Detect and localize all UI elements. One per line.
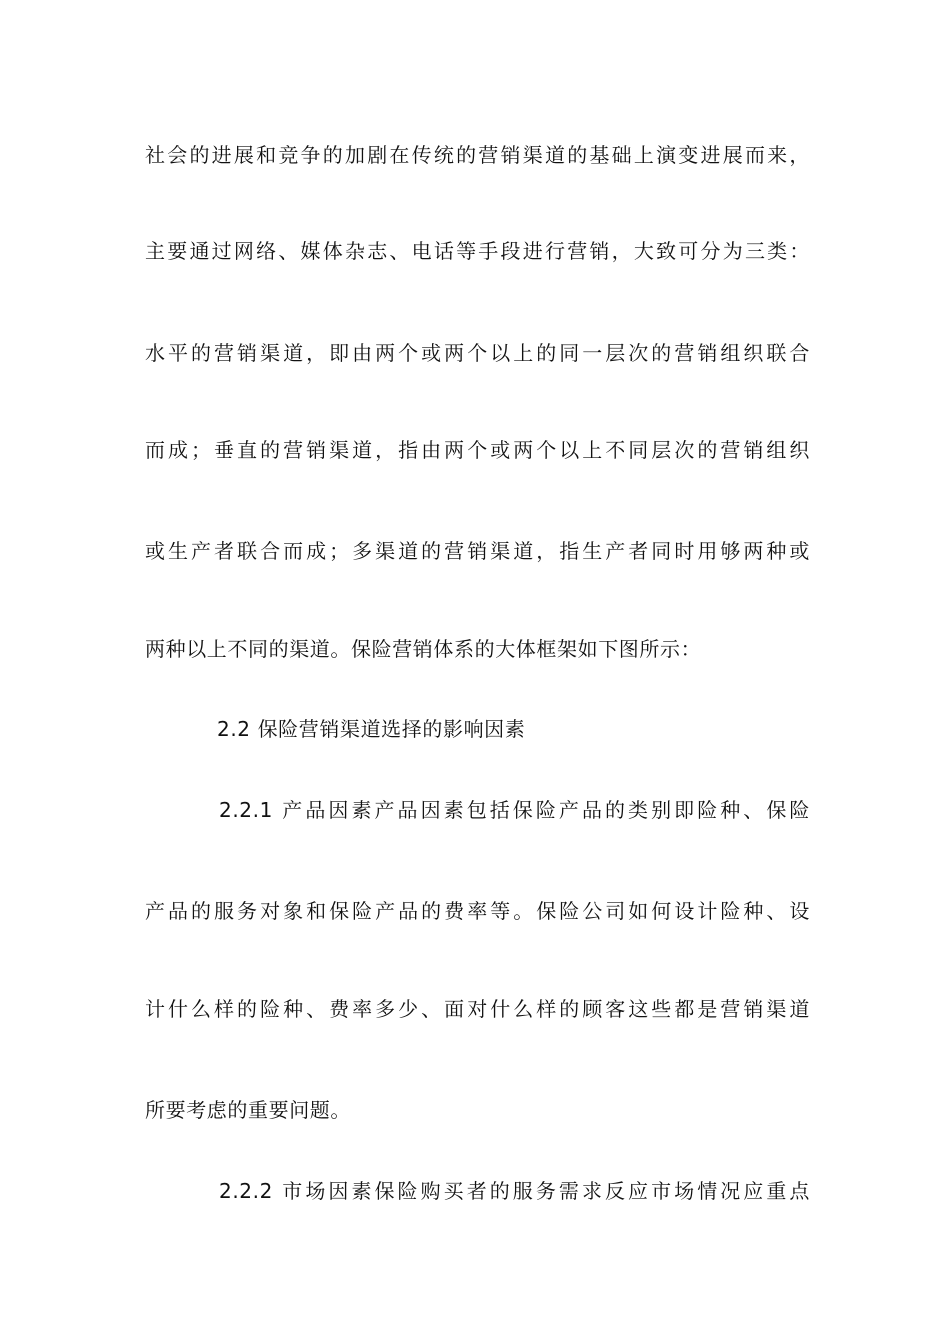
body-text-line: 或生产者联合而成；多渠道的营销渠道，指生产者同时用够两种或 [145, 539, 810, 563]
body-text-line: 产品的服务对象和保险产品的费率等。保险公司如何设计险种、设 [145, 899, 810, 923]
body-text-line: 计什么样的险种、费率多少、面对什么样的顾客这些都是营销渠道 [145, 997, 810, 1021]
section-heading: 2.2 保险营销渠道选择的影响因素 [217, 717, 526, 741]
body-text-line: 社会的进展和竞争的加剧在传统的营销渠道的基础上演变进展而来， [145, 143, 810, 167]
body-text-line: 两种以上不同的渠道。保险营销体系的大体框架如下图所示： [145, 637, 702, 661]
body-text-line: 主要通过网络、媒体杂志、电话等手段进行营销，大致可分为三类： [145, 239, 810, 263]
paragraph-first-line: 2.2.2 市场因素保险购买者的服务需求反应市场情况应重点 [219, 1179, 810, 1203]
body-text-line: 而成；垂直的营销渠道，指由两个或两个以上不同层次的营销组织 [145, 438, 810, 462]
body-text-line: 水平的营销渠道，即由两个或两个以上的同一层次的营销组织联合 [145, 341, 810, 365]
body-text-line: 所要考虑的重要问题。 [145, 1098, 351, 1122]
paragraph-first-line: 2.2.1 产品因素产品因素包括保险产品的类别即险种、保险 [219, 798, 810, 822]
